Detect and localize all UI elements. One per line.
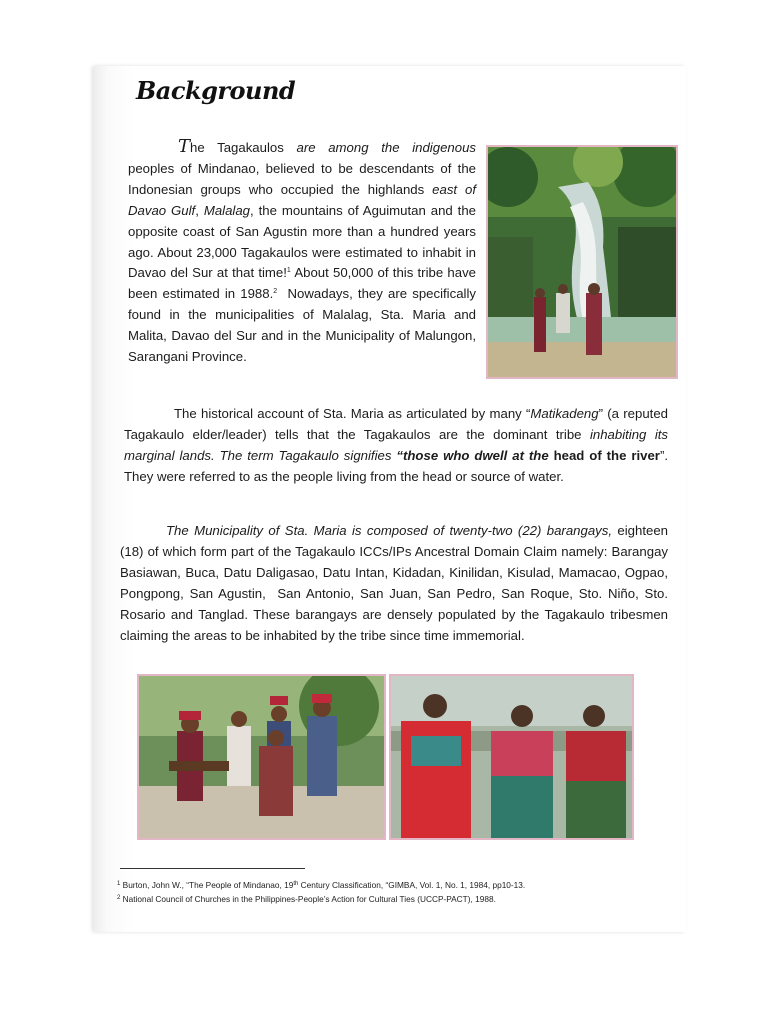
waterfall-photo [486, 145, 678, 379]
footnote-2 [117, 894, 496, 904]
footnote-1-mark: 1 [117, 881, 121, 887]
footnote-divider [120, 868, 305, 869]
paragraph-history-text: The historical account of Sta. Maria as articulated by many “Matikadeng” (a reputed Tagakaulo elder/leader) tells that the Tagakaulos are the dominant tribe inhabiting its marginal lands. The term Tagakaulo signifies “those who dwell at the head of the river”. They were referred to as the people living from the head or source of water. [124, 406, 669, 484]
paragraph-intro-text: he Tagakaulos are among the indigenous peoples of Mindanao, believed to be descendants of the Indonesian groups who occupied the highlands east of Davao Gulf, Malalag, the mountains of Aguimutan and the opposite coast of San Agustin more than a hundred years ago. About 23,000 Tagakaulos were estimated to inhabit in Davao del Sur at that time!$^1$ About 50,000 of this tribe have been estimated in 1988.$^2$ Nowadays, they are specifically found in the municipalities of Malalag, Sta. Maria and Malita, Davao del Sur and in the Municipality of Malungon, Sarangani Province. [128, 140, 477, 365]
drop-cap: T [178, 136, 191, 157]
section-heading: Background [136, 76, 296, 105]
paragraph-history [124, 404, 668, 488]
footnote-2-mark: 2 [117, 895, 121, 901]
women-photo [389, 674, 634, 840]
paragraph-barangays [120, 521, 668, 646]
footnote-1 [117, 880, 525, 890]
paragraph-barangays-text: The Municipality of Sta. Maria is composed of twenty-two (22) barangays, eighteen (18) of which form part of the Tagakaulo ICCs/IPs Ancestral Domain Claim namely: Barangay Basiawan, Buca, Datu Daligasao, Datu Intan, Kidadan, Kinilidan, Kisulad, Mamacao, Ogpao, Pongpong, San Agustin, San Antonio, San Juan, San Pedro, San Roque, Sto. Niño, Sto. Rosario and Tanglad. These barangays are densely populated by the Tagakaulo tribesmen claiming the areas to be inhabited by the tribe since time immemorial. [120, 523, 669, 643]
paragraph-intro [128, 138, 476, 368]
musicians-photo [137, 674, 386, 840]
footnote-1-text: Burton, John W., “The People of Mindanao, 19th Century Classification, “GIMBA, Vol. 1, No. 1, 1984, pp10-13. [122, 880, 526, 890]
footnote-2-text: National Council of Churches in the Philippines-People’s Action for Cultural Ties (UCCP-PACT), 1988. [122, 894, 496, 904]
